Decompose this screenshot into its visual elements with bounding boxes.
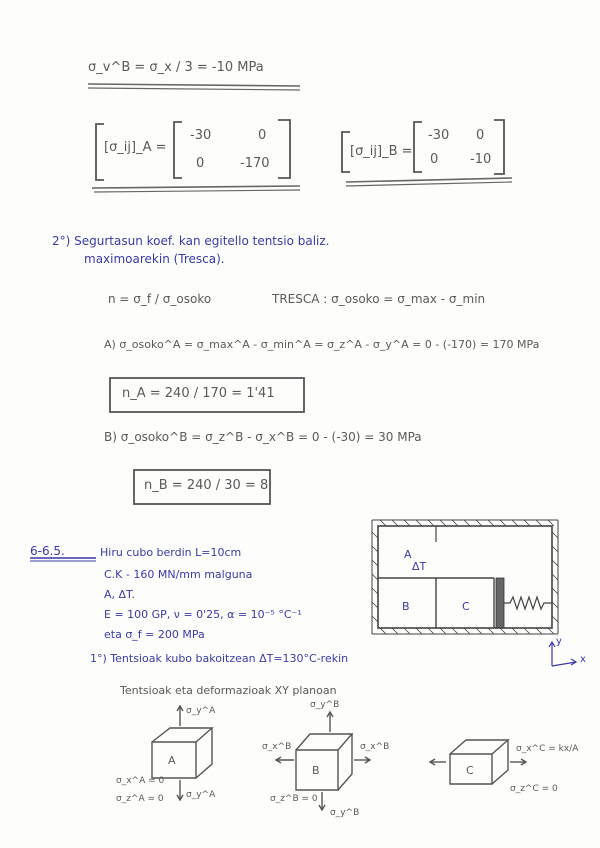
matrix-B-r1c2: 0 [476, 128, 485, 143]
cube-A-top-stress: σ_y^A [186, 706, 216, 716]
cube-A-label: A [168, 754, 176, 767]
diagram-label-dT: ΔT [412, 560, 427, 573]
question-1: 1°) Tentsioak kubo bakoitzean ΔT=130°C-rekin [90, 652, 349, 665]
matrix-B-r1c1: -30 [428, 128, 450, 143]
matrix-A-r1c2: 0 [258, 128, 267, 143]
q2-line2: maximoarekin (Tresca). [84, 252, 225, 266]
cube-C [430, 740, 526, 784]
matrix-B-r2c2: -10 [470, 152, 492, 167]
cube-B-label: B [312, 764, 320, 777]
question-1-sub: Tentsioak eta deformazioak XY planoan [120, 684, 337, 697]
matrix-B-r2c1: 0 [430, 152, 439, 167]
cube-B-right-stress: σ_x^B [360, 742, 390, 752]
problem-line1: Hiru cubo berdin L=10cm [100, 546, 242, 559]
cube-B-left-stress: σ_x^B [262, 742, 292, 752]
tresca-formula: TRESCA : σ_osoko = σ_max - σ_min [272, 292, 486, 306]
cube-A-sz: σ_z^A = 0 [116, 794, 164, 804]
cube-A-sx: σ_x^A = 0 [116, 776, 165, 786]
matrix-A-r1c1: -30 [190, 128, 212, 143]
cube-A-bottom-stress: σ_y^A [186, 790, 216, 800]
q2-line1: 2°) Segurtasun koef. kan egitello tentsio baliz. [52, 234, 330, 248]
cube-C-sz: σ_z^C = 0 [510, 784, 558, 794]
xy-axes [549, 642, 576, 666]
problem-line3: A, ΔT. [104, 588, 135, 601]
cube-C-right-stress: σ_x^C = kx/A [516, 744, 579, 754]
cube-B-bottom-stress: σ_y^B [330, 808, 360, 818]
case-A-line: A) σ_osoko^A = σ_max^A - σ_min^A = σ_z^A - σ_y^A = 0 - (-170) = 170 MPa [104, 338, 540, 351]
problem-number: 6-6.5. [30, 544, 65, 558]
problem-line4: E = 100 GP, ν = 0'25, α = 10⁻⁵ °C⁻¹ [104, 608, 302, 621]
problem-line5: eta σ_f = 200 MPa [104, 628, 205, 641]
line-sigma-v: σ_v^B = σ_x / 3 = -10 MPa [88, 60, 264, 75]
case-B-line: B) σ_osoko^B = σ_z^B - σ_x^B = 0 - (-30) = 30 MPa [104, 430, 422, 444]
axis-x-label: x [580, 654, 586, 665]
diagram-label-B: B [402, 600, 410, 613]
diagram-label-A: A [404, 548, 412, 561]
cube-C-label: C [466, 764, 474, 777]
cube-B-sz: σ_z^B = 0 [270, 794, 318, 804]
problem-line2: C.K - 160 MN/mm malguna [104, 568, 253, 581]
axis-y-label: y [556, 636, 562, 647]
n-B-result: n_B = 240 / 30 = 8 [144, 478, 269, 493]
matrix-A-label: [σ_ij]_A = [104, 140, 167, 155]
n-formula: n = σ_f / σ_osoko [108, 292, 212, 306]
n-A-result: n_A = 240 / 170 = 1'41 [122, 386, 275, 401]
matrix-A-r2c2: -170 [240, 156, 270, 171]
diagram-label-C: C [462, 600, 470, 613]
matrix-B-label: [σ_ij]_B = [350, 144, 413, 159]
matrix-A-r2c1: 0 [196, 156, 205, 171]
assembly-diagram [372, 520, 558, 634]
cube-B-top-stress: σ_y^B [310, 700, 340, 710]
